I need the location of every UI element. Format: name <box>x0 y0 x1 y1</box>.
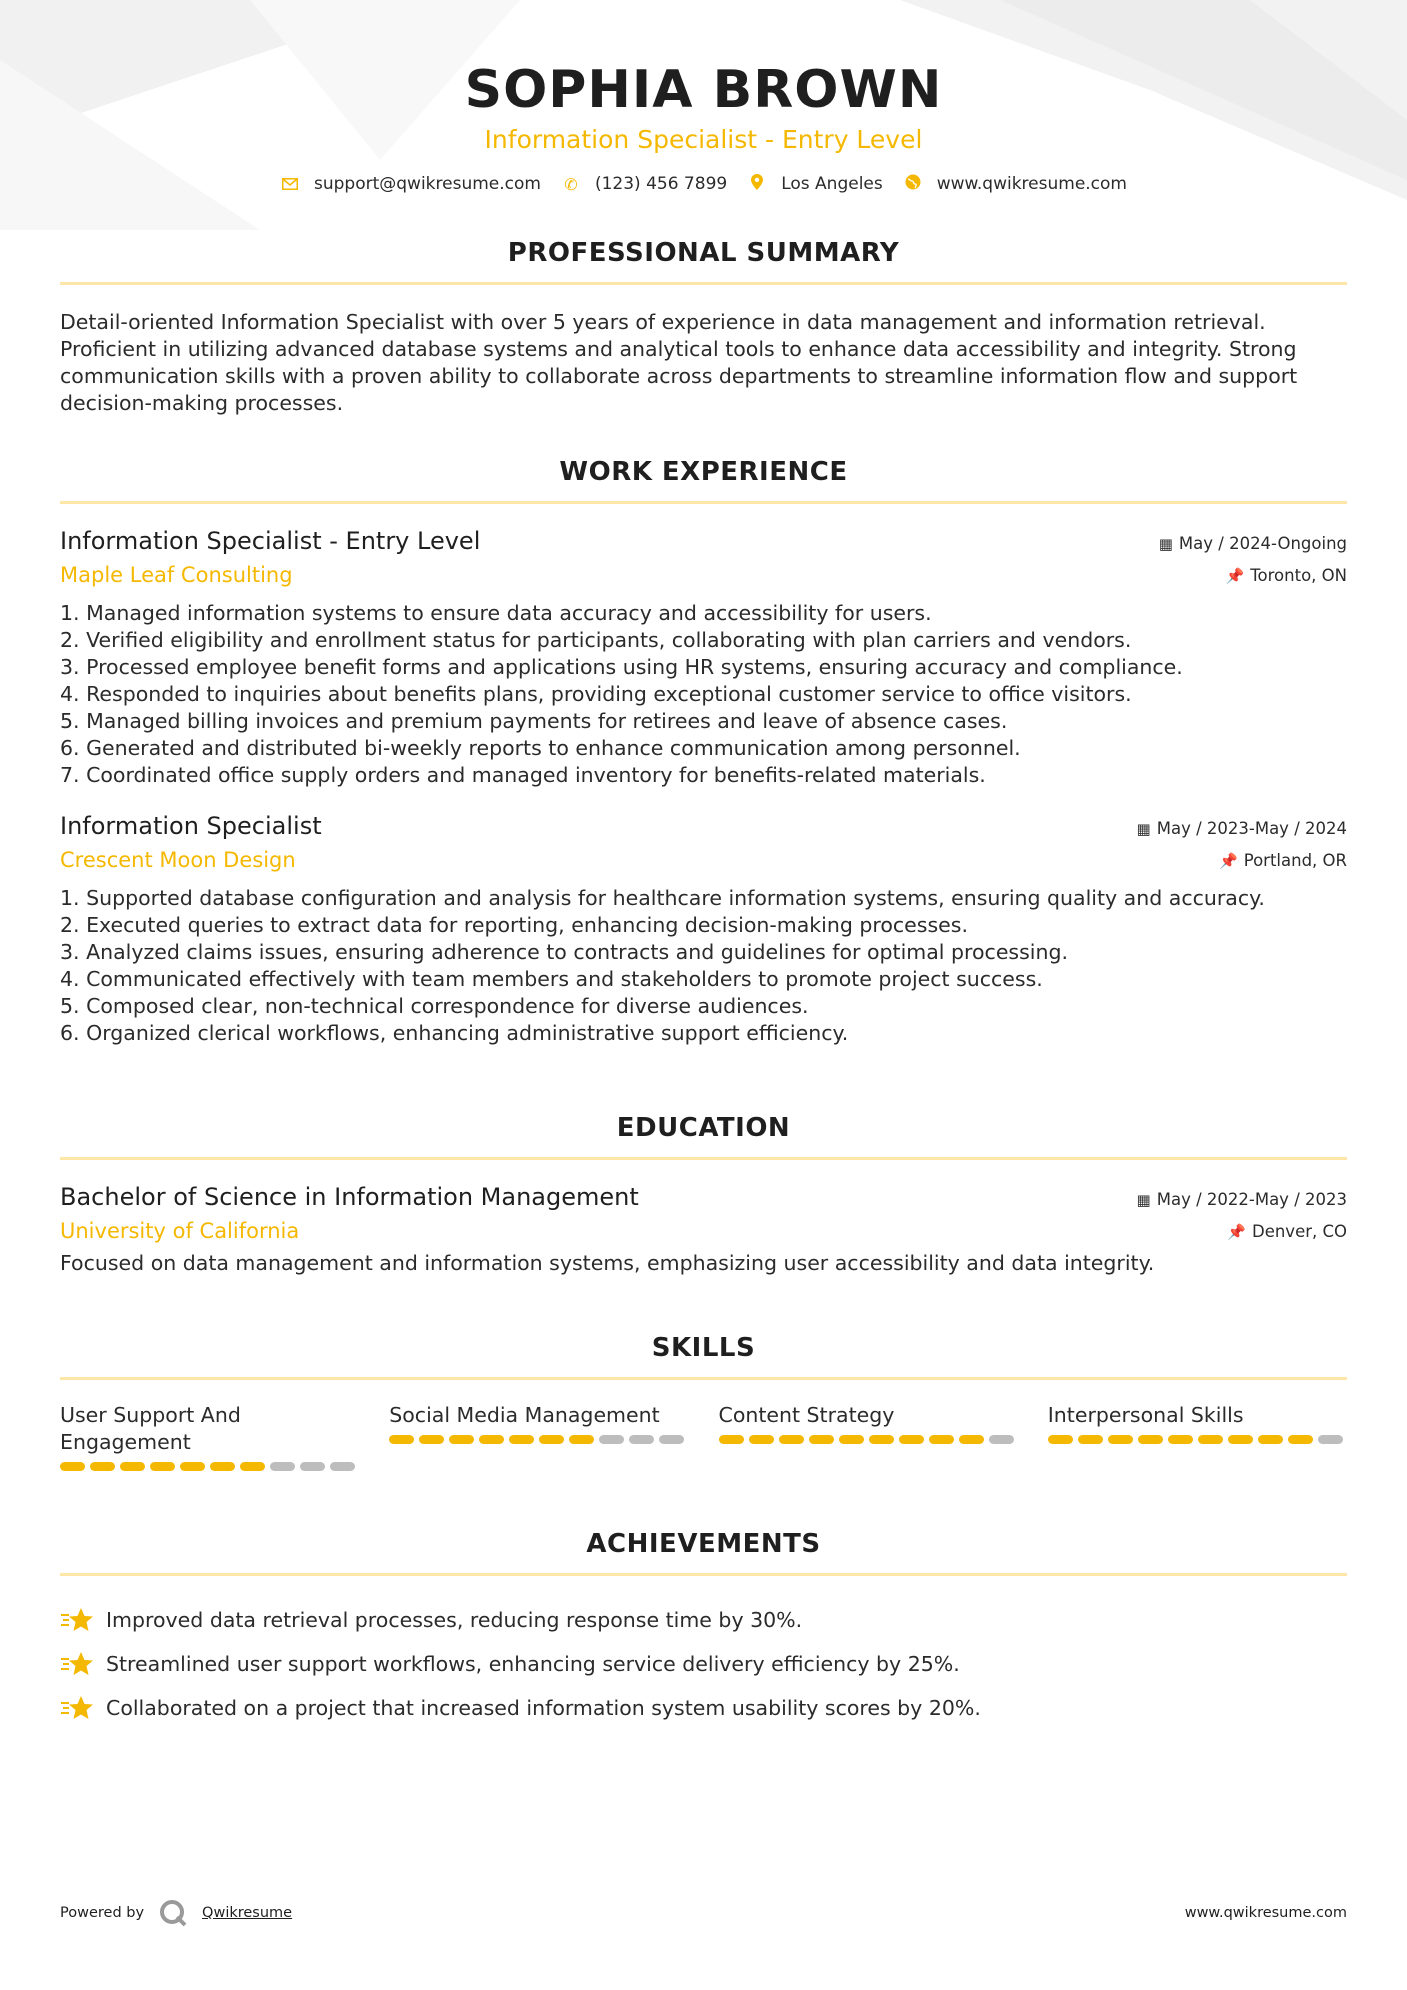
resume-header <box>60 0 1347 194</box>
achievement-item <box>60 1598 1347 1642</box>
skill-segment-filled <box>1288 1435 1313 1444</box>
list-item: 7. Coordinated office supply orders and managed inventory for benefits-related materials. <box>60 763 986 787</box>
skills-list <box>60 1402 1347 1471</box>
section-title-experience: WORK EXPERIENCE <box>559 457 848 487</box>
calendar-icon: ▦ <box>1136 820 1151 838</box>
skill-name: Content Strategy <box>718 1403 895 1427</box>
skill-segment-filled <box>1048 1435 1073 1444</box>
list-item: 4. Communicated effectively with team members and stakeholders to promote project success. <box>60 967 1043 991</box>
map-pin-icon <box>747 174 767 194</box>
skill-segment-filled <box>150 1462 175 1471</box>
skill-segment-empty <box>300 1462 325 1471</box>
skill-segment-empty <box>1318 1435 1343 1444</box>
website-text: www.qwikresume.com <box>936 174 1127 194</box>
skill-item <box>719 1402 1018 1471</box>
skill-segment-filled <box>479 1435 504 1444</box>
skill-segment-filled <box>749 1435 774 1444</box>
list-item: 1. Managed information systems to ensure data accuracy and accessibility for users. <box>60 601 932 625</box>
job-title: Information Specialist - Entry Level <box>60 527 481 555</box>
job-dates: May / 2023-May / 2024 <box>1156 819 1347 838</box>
candidate-role: Information Specialist - Entry Level <box>484 125 923 154</box>
phone-icon: ✆ <box>564 174 578 194</box>
pin-icon: 📌 <box>1227 1223 1246 1241</box>
education-description: Focused on data management and information systems, emphasizing user accessibility and data integrity. <box>60 1251 1155 1275</box>
degree-title: Bachelor of Science in Information Management <box>60 1183 639 1211</box>
list-item: 4. Responded to inquiries about benefits plans, providing exceptional customer service to office visitors. <box>60 682 1132 706</box>
contact-bar <box>60 174 1347 194</box>
skill-segment-filled <box>240 1462 265 1471</box>
skill-segment-filled <box>719 1435 744 1444</box>
achievement-item <box>60 1686 1347 1730</box>
skill-segment-filled <box>1108 1435 1133 1444</box>
skill-segment-filled <box>449 1435 474 1444</box>
skill-segment-filled <box>60 1462 85 1471</box>
section-divider <box>60 1157 1347 1160</box>
skill-item <box>389 1402 688 1471</box>
achievements-list <box>60 1598 1347 1730</box>
summary-section <box>60 238 1347 417</box>
skill-segment-empty <box>599 1435 624 1444</box>
job-bullet-list <box>60 600 1347 789</box>
qwikresume-link[interactable]: Qwikresume <box>202 1905 293 1921</box>
contact-phone[interactable] <box>561 174 727 194</box>
skill-item <box>1048 1402 1347 1471</box>
skill-level-bar <box>60 1462 359 1471</box>
section-title-achievements: ACHIEVEMENTS <box>586 1529 821 1559</box>
job-company: Maple Leaf Consulting <box>60 563 293 587</box>
job-title: Information Specialist <box>60 812 322 840</box>
skill-segment-filled <box>1198 1435 1223 1444</box>
skill-segment-filled <box>509 1435 534 1444</box>
star-icon <box>60 1694 94 1722</box>
education-section <box>60 1113 1347 1277</box>
skill-segment-filled <box>419 1435 444 1444</box>
contact-email[interactable] <box>280 174 541 194</box>
experience-section <box>60 457 1347 1047</box>
skill-name: Social Media Management <box>389 1403 660 1427</box>
achievement-text: Improved data retrieval processes, reducing response time by 30%. <box>106 1607 803 1632</box>
skill-segment-filled <box>210 1462 235 1471</box>
list-item: 1. Supported database configuration and analysis for healthcare information systems, ensuring quality and accuracy. <box>60 886 1265 910</box>
section-divider <box>60 501 1347 504</box>
skill-segment-filled <box>180 1462 205 1471</box>
skill-segment-filled <box>1078 1435 1103 1444</box>
list-item: 2. Executed queries to extract data for reporting, enhancing decision-making processes. <box>60 913 968 937</box>
skill-segment-empty <box>989 1435 1014 1444</box>
skill-segment-filled <box>120 1462 145 1471</box>
powered-by-label: Powered by <box>60 1905 145 1921</box>
section-title-education: EDUCATION <box>616 1113 791 1143</box>
skills-section <box>60 1333 1347 1471</box>
pin-icon: 📌 <box>1219 852 1238 870</box>
list-item: 6. Organized clerical workflows, enhancing administrative support efficiency. <box>60 1021 849 1045</box>
skill-segment-filled <box>839 1435 864 1444</box>
section-title-skills: SKILLS <box>651 1333 756 1363</box>
job-company: Crescent Moon Design <box>60 848 296 872</box>
qwikresume-logo-icon <box>158 1898 188 1928</box>
list-item: 5. Composed clear, non-technical correspondence for diverse audiences. <box>60 994 809 1018</box>
contact-location <box>747 174 883 194</box>
skill-segment-filled <box>389 1435 414 1444</box>
skill-segment-empty <box>270 1462 295 1471</box>
job-entry <box>60 811 1347 1047</box>
job-location: Portland, OR <box>1243 851 1347 870</box>
section-divider <box>60 282 1347 285</box>
skill-segment-filled <box>929 1435 954 1444</box>
job-bullet-list <box>60 885 1347 1047</box>
education-entry <box>60 1182 1347 1277</box>
email-text: support@qwikresume.com <box>314 174 541 194</box>
skill-segment-filled <box>1138 1435 1163 1444</box>
globe-icon <box>903 174 923 194</box>
skill-segment-filled <box>779 1435 804 1444</box>
phone-text: (123) 456 7899 <box>594 174 728 194</box>
footer-website[interactable]: www.qwikresume.com <box>1184 1905 1347 1921</box>
job-entry <box>60 526 1347 789</box>
list-item: 3. Processed employee benefit forms and applications using HR systems, ensuring accuracy and compliance. <box>60 655 1183 679</box>
skill-segment-filled <box>90 1462 115 1471</box>
skill-segment-filled <box>539 1435 564 1444</box>
calendar-icon: ▦ <box>1136 1191 1151 1209</box>
skill-item <box>60 1402 359 1471</box>
skill-segment-filled <box>1258 1435 1283 1444</box>
education-dates: May / 2022-May / 2023 <box>1156 1190 1347 1209</box>
section-title-summary: PROFESSIONAL SUMMARY <box>507 238 900 268</box>
list-item: 6. Generated and distributed bi-weekly reports to enhance communication among personnel. <box>60 736 1021 760</box>
achievement-text: Collaborated on a project that increased information system usability scores by 20%. <box>106 1695 981 1720</box>
contact-website[interactable] <box>903 174 1127 194</box>
location-text: Los Angeles <box>781 174 883 194</box>
list-item: 3. Analyzed claims issues, ensuring adherence to contracts and guidelines for optimal processing. <box>60 940 1069 964</box>
job-location: Toronto, ON <box>1250 566 1347 585</box>
section-divider <box>60 1573 1347 1576</box>
skill-segment-empty <box>659 1435 684 1444</box>
achievement-item <box>60 1642 1347 1686</box>
pin-icon: 📌 <box>1225 567 1245 585</box>
job-dates: May / 2024-Ongoing <box>1178 534 1347 553</box>
skill-segment-filled <box>869 1435 894 1444</box>
candidate-name: SOPHIA BROWN <box>464 60 943 120</box>
education-location: Denver, CO <box>1251 1222 1347 1241</box>
powered-by <box>60 1898 292 1928</box>
skill-segment-filled <box>899 1435 924 1444</box>
skill-segment-filled <box>1168 1435 1193 1444</box>
skill-name: User Support And Engagement <box>60 1403 241 1454</box>
skill-level-bar <box>1048 1435 1347 1444</box>
skill-segment-empty <box>330 1462 355 1471</box>
section-divider <box>60 1377 1347 1380</box>
star-icon <box>60 1606 94 1634</box>
summary-text: Detail-oriented Information Specialist with over 5 years of experience in data management and information retrieval. Proficient in utilizing advanced database systems and analytical tools to enhance data accessibility and integrity. Strong communication skills with a proven ability to collaborate across departments to streamline information flow and support decision-making processes. <box>60 310 1298 415</box>
achievements-section <box>60 1529 1347 1730</box>
skill-segment-filled <box>809 1435 834 1444</box>
skill-segment-filled <box>569 1435 594 1444</box>
footer <box>60 1898 1347 1928</box>
list-item: 5. Managed billing invoices and premium payments for retirees and leave of absence cases. <box>60 709 1008 733</box>
skill-name: Interpersonal Skills <box>1047 1403 1244 1427</box>
skill-segment-empty <box>629 1435 654 1444</box>
skill-level-bar <box>389 1435 688 1444</box>
skill-segment-filled <box>959 1435 984 1444</box>
achievement-text: Streamlined user support workflows, enhancing service delivery efficiency by 25%. <box>106 1651 960 1676</box>
skill-segment-filled <box>1228 1435 1253 1444</box>
list-item: 2. Verified eligibility and enrollment status for participants, collaborating with plan carriers and vendors. <box>60 628 1132 652</box>
skill-level-bar <box>719 1435 1018 1444</box>
envelope-icon <box>280 175 300 194</box>
school-name: University of California <box>60 1219 300 1243</box>
calendar-icon: ▦ <box>1158 535 1173 553</box>
star-icon <box>60 1650 94 1678</box>
